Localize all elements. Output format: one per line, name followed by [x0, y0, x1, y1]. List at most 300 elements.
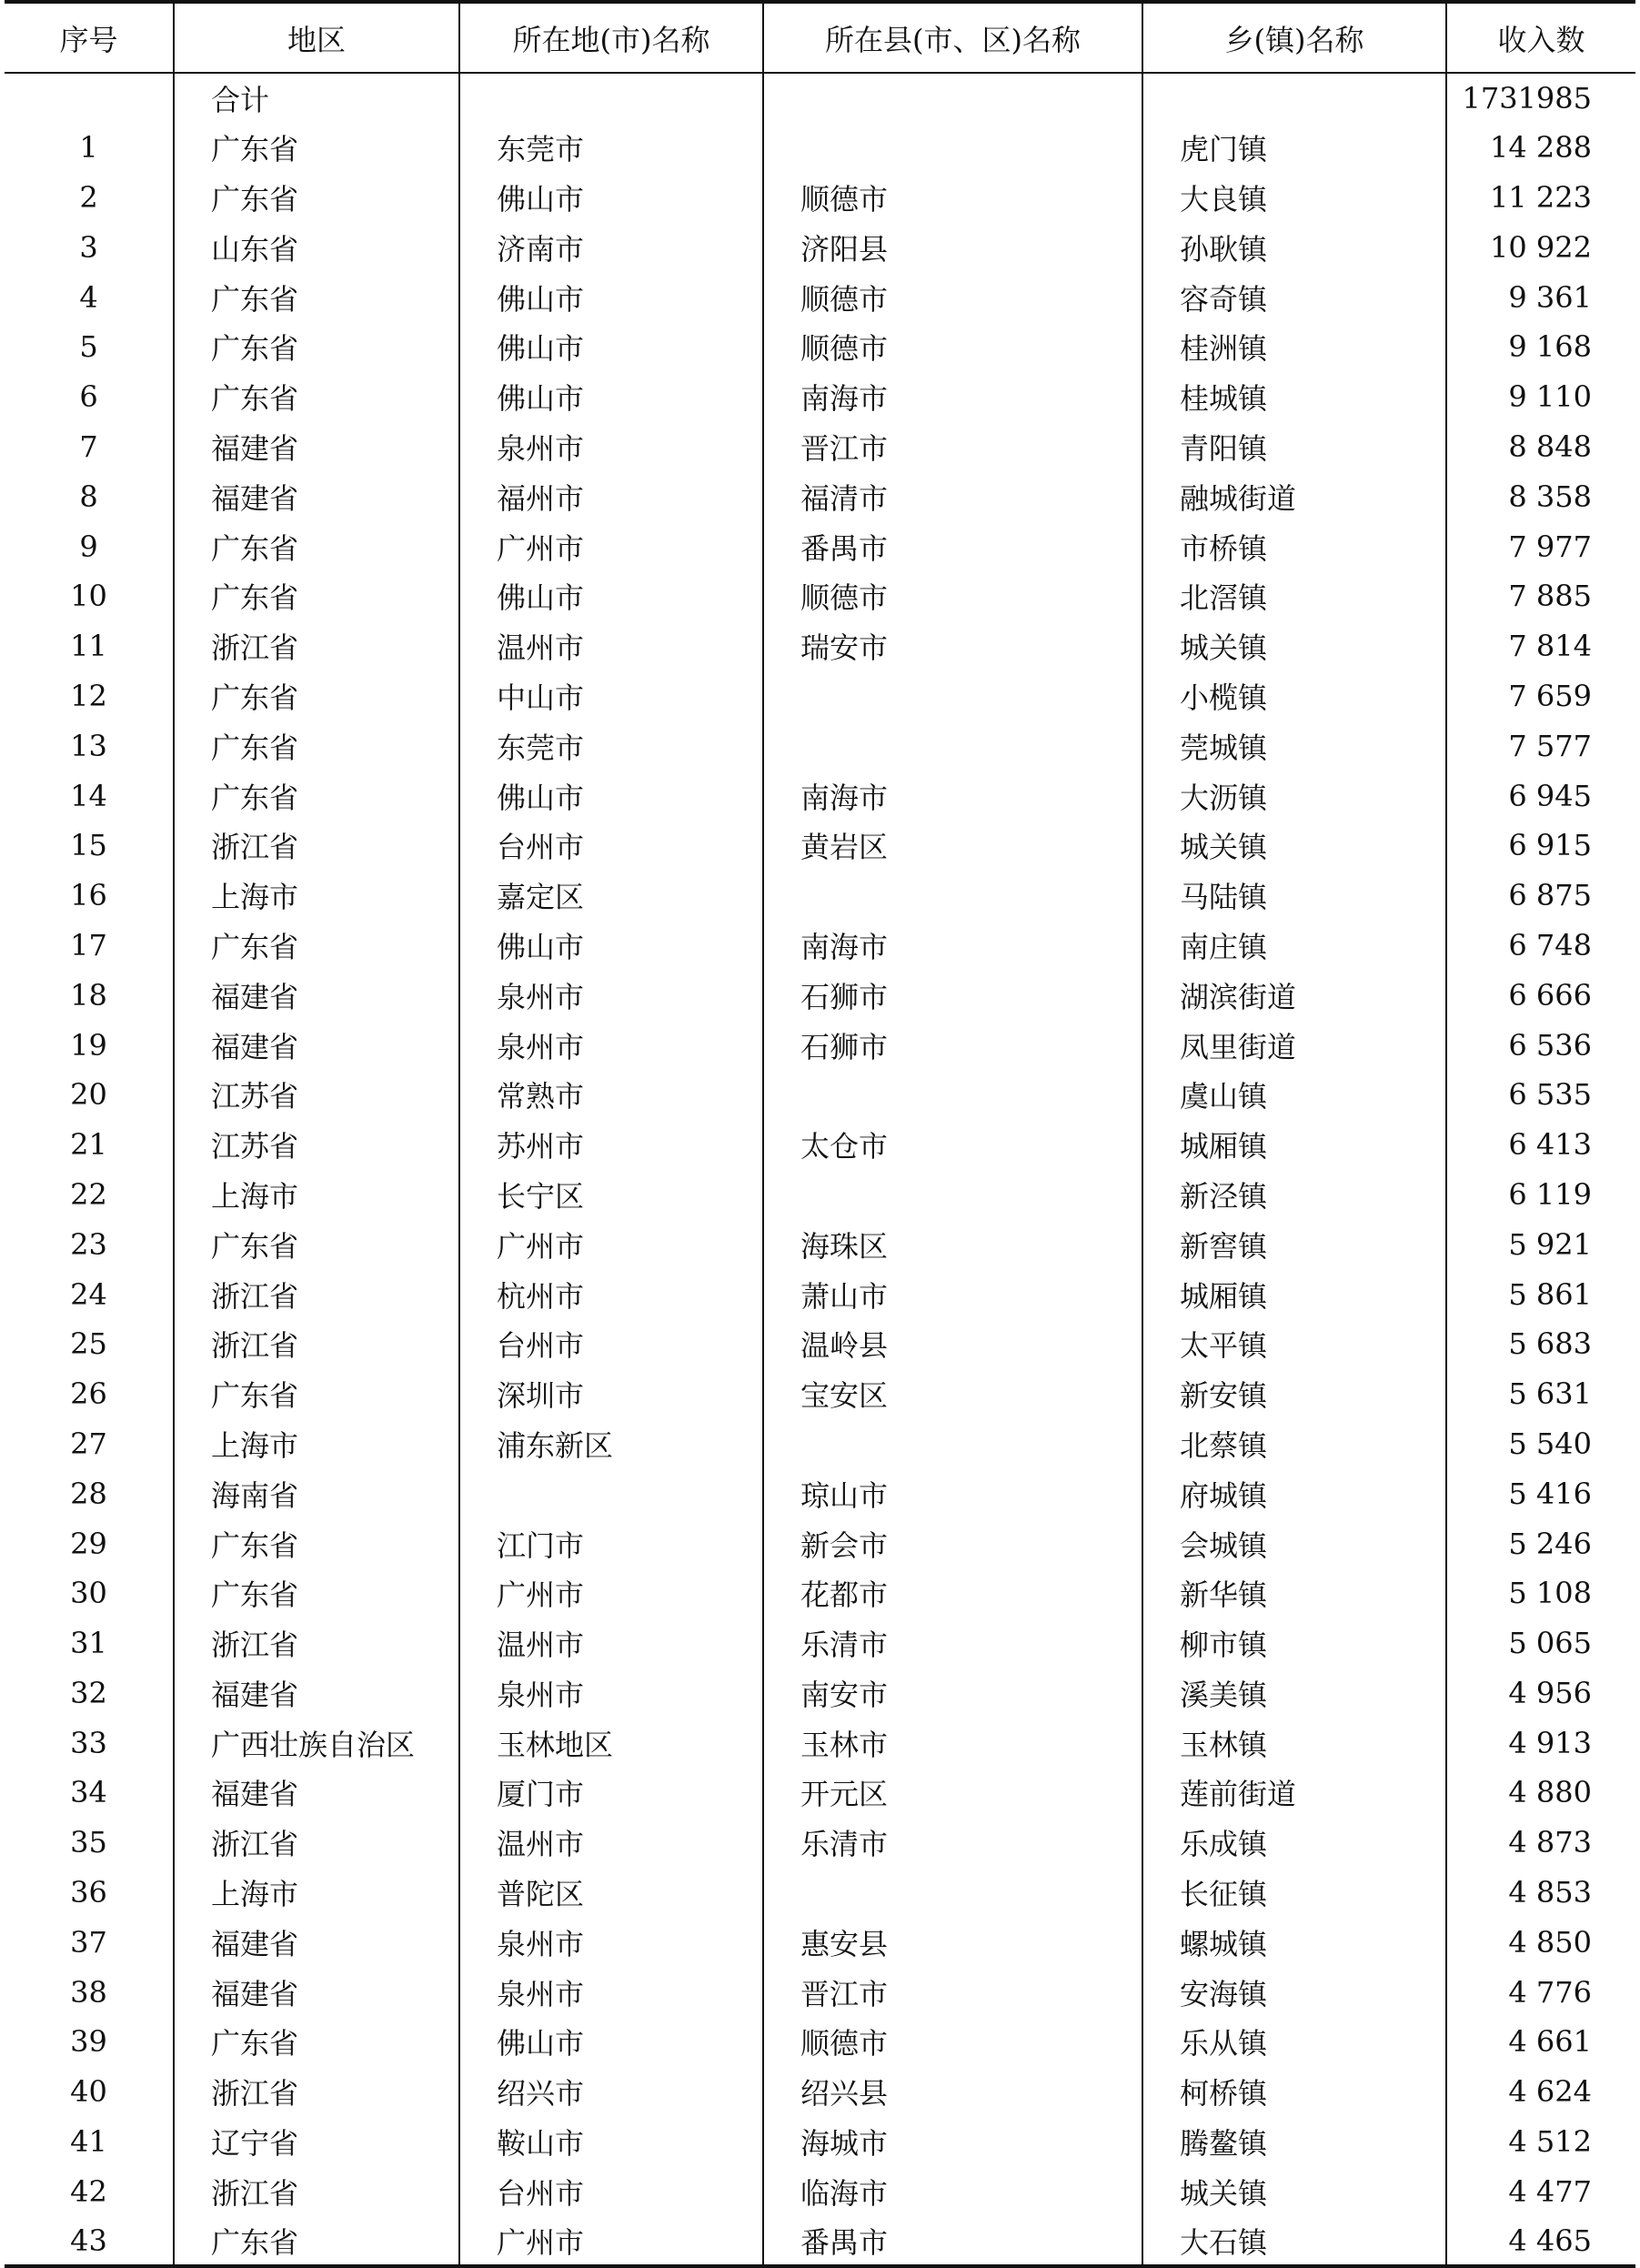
township-cell: 乐成镇 — [1142, 1818, 1446, 1868]
table-row — [5, 1020, 1635, 1070]
table-row — [5, 1618, 1635, 1668]
county-cell: 顺德市 — [763, 2017, 1142, 2067]
income-cell: 4 477 — [1446, 2166, 1635, 2216]
income-cell: 9 168 — [1446, 322, 1635, 372]
county-cell: 番禺市 — [763, 521, 1142, 571]
serial-number-cell: 42 — [70, 2173, 107, 2209]
region-cell: 合计 — [174, 73, 459, 123]
income-cell: 6 666 — [1446, 970, 1635, 1020]
table-row — [5, 1967, 1635, 2017]
township-cell: 城厢镇 — [1142, 1120, 1446, 1170]
serial-number-cell: 15 — [70, 828, 107, 863]
county-cell: 晋江市 — [763, 422, 1142, 472]
total-row — [5, 73, 1635, 123]
county-cell: 顺德市 — [763, 272, 1142, 322]
region-cell: 广东省 — [174, 921, 459, 971]
city-cell: 浦东新区 — [459, 1419, 763, 1469]
income-cell: 8 358 — [1446, 471, 1635, 521]
county-cell: 南安市 — [763, 1668, 1142, 1719]
serial-number-cell: 3 — [79, 229, 98, 265]
serial-number-cell: 24 — [70, 1276, 107, 1312]
county-cell: 新会市 — [763, 1518, 1142, 1568]
table-row — [5, 1568, 1635, 1618]
township-cell: 青阳镇 — [1142, 422, 1446, 472]
region-cell: 浙江省 — [174, 1319, 459, 1369]
serial-number-cell: 9 — [79, 529, 98, 564]
income-cell: 4 913 — [1446, 1718, 1635, 1768]
income-cell: 6 535 — [1446, 1070, 1635, 1120]
city-cell: 广州市 — [459, 521, 763, 571]
region-cell: 广西壮族自治区 — [174, 1718, 459, 1768]
header-township-name: 乡(镇)名称 — [1142, 2, 1446, 73]
serial-number-cell: 1 — [79, 130, 98, 166]
county-cell: 玉林市 — [763, 1718, 1142, 1768]
table-row — [5, 970, 1635, 1020]
region-cell: 广东省 — [174, 2216, 459, 2266]
income-cell: 5 246 — [1446, 1518, 1635, 1568]
township-cell: 府城镇 — [1142, 1468, 1446, 1518]
township-cell: 桂洲镇 — [1142, 322, 1446, 372]
city-cell: 深圳市 — [459, 1369, 763, 1419]
income-cell: 1731985 — [1446, 73, 1635, 123]
region-cell: 福建省 — [174, 1768, 459, 1818]
region-cell: 浙江省 — [174, 1818, 459, 1868]
county-cell: 瑞安市 — [763, 621, 1142, 671]
serial-number-cell: 10 — [70, 579, 107, 614]
income-cell: 10 922 — [1446, 222, 1635, 272]
income-cell: 5 540 — [1446, 1419, 1635, 1469]
township-cell: 虎门镇 — [1142, 123, 1446, 173]
table-row — [5, 2067, 1635, 2117]
serial-number-cell: 13 — [70, 728, 107, 763]
township-cell: 孙耿镇 — [1142, 222, 1446, 272]
region-cell: 广东省 — [174, 372, 459, 422]
region-cell: 广东省 — [174, 272, 459, 322]
city-cell: 泉州市 — [459, 1917, 763, 1967]
serial-number-cell: 21 — [70, 1127, 107, 1163]
serial-number-cell: 4 — [79, 279, 98, 315]
income-cell: 4 624 — [1446, 2067, 1635, 2117]
header-city-name: 所在地(市)名称 — [459, 2, 763, 73]
county-cell: 南海市 — [763, 771, 1142, 821]
income-cell: 5 683 — [1446, 1319, 1635, 1369]
county-cell: 海珠区 — [763, 1219, 1142, 1269]
county-cell: 萧山市 — [763, 1269, 1142, 1319]
serial-number-cell: 6 — [79, 379, 98, 415]
city-cell: 广州市 — [459, 2216, 763, 2266]
table-row — [5, 821, 1635, 871]
income-cell: 4 465 — [1446, 2216, 1635, 2266]
income-cell: 7 814 — [1446, 621, 1635, 671]
city-cell — [459, 73, 763, 123]
serial-number-cell: 20 — [70, 1077, 107, 1113]
table-row — [5, 2166, 1635, 2216]
city-cell: 嘉定区 — [459, 871, 763, 921]
region-cell: 浙江省 — [174, 821, 459, 871]
serial-number-cell: 23 — [70, 1226, 107, 1262]
township-cell: 长征镇 — [1142, 1868, 1446, 1918]
township-cell: 南庄镇 — [1142, 921, 1446, 971]
header-county-name: 所在县(市、区)名称 — [763, 2, 1142, 73]
township-cell: 玉林镇 — [1142, 1718, 1446, 1768]
income-cell: 5 861 — [1446, 1269, 1635, 1319]
income-cell: 6 536 — [1446, 1020, 1635, 1070]
township-cell: 莞城镇 — [1142, 721, 1446, 771]
city-cell: 江门市 — [459, 1518, 763, 1568]
county-cell: 石狮市 — [763, 970, 1142, 1020]
table-row — [5, 222, 1635, 272]
city-cell: 福州市 — [459, 471, 763, 521]
region-cell: 浙江省 — [174, 621, 459, 671]
income-cell: 7 885 — [1446, 571, 1635, 621]
region-cell: 广东省 — [174, 123, 459, 173]
income-cell: 14 288 — [1446, 123, 1635, 173]
city-cell: 泉州市 — [459, 1020, 763, 1070]
city-cell: 佛山市 — [459, 272, 763, 322]
table-row — [5, 721, 1635, 771]
serial-number-cell: 12 — [70, 678, 107, 713]
header-income: 收入数 — [1446, 2, 1635, 73]
income-cell: 4 776 — [1446, 1967, 1635, 2017]
township-cell: 城关镇 — [1142, 621, 1446, 671]
township-cell: 柳市镇 — [1142, 1618, 1446, 1668]
region-cell: 山东省 — [174, 222, 459, 272]
township-cell: 城关镇 — [1142, 821, 1446, 871]
income-cell: 4 956 — [1446, 1668, 1635, 1719]
township-cell: 融城街道 — [1142, 471, 1446, 521]
serial-number-cell: 11 — [70, 629, 107, 664]
township-cell: 马陆镇 — [1142, 871, 1446, 921]
county-cell: 黄岩区 — [763, 821, 1142, 871]
income-cell: 4 850 — [1446, 1917, 1635, 1967]
township-cell: 会城镇 — [1142, 1518, 1446, 1568]
city-cell: 长宁区 — [459, 1170, 763, 1220]
city-cell: 中山市 — [459, 671, 763, 721]
table-row — [5, 1718, 1635, 1768]
table-row — [5, 1468, 1635, 1518]
region-cell: 广东省 — [174, 1518, 459, 1568]
region-cell: 上海市 — [174, 1868, 459, 1918]
income-cell: 5 065 — [1446, 1618, 1635, 1668]
region-cell: 广东省 — [174, 521, 459, 571]
income-cell: 5 416 — [1446, 1468, 1635, 1518]
county-cell: 石狮市 — [763, 1020, 1142, 1070]
region-cell: 福建省 — [174, 1020, 459, 1070]
serial-number-cell: 27 — [70, 1426, 107, 1461]
serial-number-cell: 22 — [70, 1176, 107, 1212]
township-cell: 虞山镇 — [1142, 1070, 1446, 1120]
table-row — [5, 1269, 1635, 1319]
county-cell — [763, 123, 1142, 173]
serial-number-cell: 16 — [70, 878, 107, 913]
table-row — [5, 571, 1635, 621]
township-cell: 新华镇 — [1142, 1568, 1446, 1618]
region-cell: 广东省 — [174, 173, 459, 223]
income-cell: 6 875 — [1446, 871, 1635, 921]
county-cell: 晋江市 — [763, 1967, 1142, 2017]
table-row — [5, 771, 1635, 821]
county-cell — [763, 871, 1142, 921]
serial-number-cell: 19 — [70, 1027, 107, 1063]
table-row — [5, 1219, 1635, 1269]
region-cell: 浙江省 — [174, 2166, 459, 2216]
serial-number-cell: 8 — [79, 479, 98, 514]
income-cell: 11 223 — [1446, 173, 1635, 223]
region-cell: 广东省 — [174, 771, 459, 821]
county-cell: 惠安县 — [763, 1917, 1142, 1967]
serial-number-cell: 40 — [70, 2074, 107, 2110]
income-cell: 4 853 — [1446, 1868, 1635, 1918]
county-cell: 乐清市 — [763, 1618, 1142, 1668]
serial-number-cell: 29 — [70, 1526, 107, 1561]
township-cell: 乐从镇 — [1142, 2017, 1446, 2067]
region-cell: 浙江省 — [174, 1618, 459, 1668]
income-cell: 4 512 — [1446, 2117, 1635, 2167]
county-cell: 开元区 — [763, 1768, 1142, 1818]
region-cell: 上海市 — [174, 1170, 459, 1220]
city-cell: 厦门市 — [459, 1768, 763, 1818]
city-cell: 泉州市 — [459, 970, 763, 1020]
township-cell: 大沥镇 — [1142, 771, 1446, 821]
table-row — [5, 2117, 1635, 2167]
county-cell: 太仓市 — [763, 1120, 1142, 1170]
serial-number-cell: 43 — [5, 2216, 174, 2266]
township-cell — [1142, 73, 1446, 123]
income-cell: 8 848 — [1446, 422, 1635, 472]
county-cell — [763, 721, 1142, 771]
township-cell: 莲前街道 — [1142, 1768, 1446, 1818]
table-row — [5, 1120, 1635, 1170]
table-row — [5, 1369, 1635, 1419]
table-row — [5, 871, 1635, 921]
table-header — [5, 2, 1635, 73]
city-cell — [459, 1468, 763, 1518]
township-cell: 北滘镇 — [1142, 571, 1446, 621]
region-cell: 福建省 — [174, 471, 459, 521]
region-cell: 浙江省 — [174, 2067, 459, 2117]
township-cell: 大良镇 — [1142, 173, 1446, 223]
serial-number-cell: 34 — [70, 1775, 107, 1810]
city-cell: 佛山市 — [459, 372, 763, 422]
county-cell — [763, 1070, 1142, 1120]
city-cell: 广州市 — [459, 1219, 763, 1269]
city-cell: 常熟市 — [459, 1070, 763, 1120]
region-cell: 福建省 — [174, 422, 459, 472]
county-cell: 宝安区 — [763, 1369, 1142, 1419]
income-cell: 6 945 — [1446, 771, 1635, 821]
income-cell: 9 110 — [1446, 372, 1635, 422]
city-cell: 苏州市 — [459, 1120, 763, 1170]
income-cell: 7 577 — [1446, 721, 1635, 771]
region-cell: 上海市 — [174, 871, 459, 921]
city-cell: 泉州市 — [459, 1967, 763, 2017]
serial-number-cell: 32 — [70, 1675, 107, 1710]
city-cell: 台州市 — [459, 1319, 763, 1369]
table-row — [5, 471, 1635, 521]
income-cell: 6 119 — [1446, 1170, 1635, 1220]
table-row — [5, 1768, 1635, 1818]
region-cell: 广东省 — [174, 1568, 459, 1618]
township-cell: 螺城镇 — [1142, 1917, 1446, 1967]
region-cell: 福建省 — [174, 1668, 459, 1719]
township-income-table — [5, 0, 1635, 2268]
county-cell: 南海市 — [763, 921, 1142, 971]
table-row — [5, 1917, 1635, 1967]
serial-number-cell: 2 — [79, 179, 98, 215]
city-cell: 温州市 — [459, 621, 763, 671]
region-cell: 福建省 — [174, 1967, 459, 2017]
region-cell: 福建省 — [174, 970, 459, 1020]
city-cell: 温州市 — [459, 1818, 763, 1868]
table-row — [5, 123, 1635, 173]
table-row — [5, 521, 1635, 571]
header-region: 地区 — [174, 2, 459, 73]
table-row — [5, 1170, 1635, 1220]
city-cell: 温州市 — [459, 1618, 763, 1668]
city-cell: 泉州市 — [459, 1668, 763, 1719]
table-row — [5, 2017, 1635, 2067]
township-cell: 新泾镇 — [1142, 1170, 1446, 1220]
serial-number-cell: 26 — [70, 1376, 107, 1412]
serial-number-cell: 37 — [70, 1924, 107, 1960]
income-cell: 6 413 — [1446, 1120, 1635, 1170]
serial-number-cell: 25 — [70, 1326, 107, 1362]
county-cell — [763, 1170, 1142, 1220]
city-cell: 玉林地区 — [459, 1718, 763, 1768]
income-cell: 7 977 — [1446, 521, 1635, 571]
table-row — [5, 1668, 1635, 1719]
township-cell: 太平镇 — [1142, 1319, 1446, 1369]
city-cell: 佛山市 — [459, 2017, 763, 2067]
county-cell: 顺德市 — [763, 571, 1142, 621]
region-cell: 江苏省 — [174, 1120, 459, 1170]
county-cell: 琼山市 — [763, 1468, 1142, 1518]
region-cell: 浙江省 — [174, 1269, 459, 1319]
township-cell: 大石镇 — [1142, 2216, 1446, 2266]
region-cell: 广东省 — [174, 1369, 459, 1419]
income-table-container — [5, 0, 1635, 2268]
income-cell: 7 659 — [1446, 671, 1635, 721]
serial-number-cell: 30 — [70, 1576, 107, 1611]
county-cell — [763, 73, 1142, 123]
county-cell: 番禺市 — [763, 2216, 1142, 2266]
county-cell: 温岭县 — [763, 1319, 1142, 1369]
county-cell — [763, 1419, 1142, 1469]
region-cell: 海南省 — [174, 1468, 459, 1518]
table-row — [5, 322, 1635, 372]
region-cell: 上海市 — [174, 1419, 459, 1469]
income-cell: 9 361 — [1446, 272, 1635, 322]
header-serial-number: 序号 — [5, 2, 174, 73]
income-cell: 4 661 — [1446, 2017, 1635, 2067]
city-cell: 东莞市 — [459, 721, 763, 771]
table-row — [5, 1419, 1635, 1469]
county-cell: 南海市 — [763, 372, 1142, 422]
township-cell: 安海镇 — [1142, 1967, 1446, 2017]
city-cell: 绍兴市 — [459, 2067, 763, 2117]
serial-number-cell: 36 — [70, 1875, 107, 1910]
county-cell: 福清市 — [763, 471, 1142, 521]
table-row — [5, 272, 1635, 322]
county-cell: 顺德市 — [763, 173, 1142, 223]
city-cell: 佛山市 — [459, 771, 763, 821]
city-cell: 广州市 — [459, 1568, 763, 1618]
serial-number-cell: 39 — [70, 2024, 107, 2060]
table-row — [5, 1518, 1635, 1568]
income-cell: 4 880 — [1446, 1768, 1635, 1818]
region-cell: 江苏省 — [174, 1070, 459, 1120]
table-row — [5, 173, 1635, 223]
township-cell: 湖滨街道 — [1142, 970, 1446, 1020]
city-cell: 东莞市 — [459, 123, 763, 173]
city-cell: 台州市 — [459, 2166, 763, 2216]
region-cell: 广东省 — [174, 671, 459, 721]
region-cell: 福建省 — [174, 1917, 459, 1967]
serial-number-cell: 38 — [70, 1974, 107, 2010]
serial-number-cell: 35 — [70, 1825, 107, 1860]
city-cell: 普陀区 — [459, 1868, 763, 1918]
township-cell: 容奇镇 — [1142, 272, 1446, 322]
region-cell: 广东省 — [174, 571, 459, 621]
serial-number-cell: 28 — [70, 1476, 107, 1511]
city-cell: 佛山市 — [459, 921, 763, 971]
county-cell: 临海市 — [763, 2166, 1142, 2216]
serial-number-cell: 31 — [70, 1626, 107, 1661]
serial-number-cell: 5 — [79, 329, 98, 365]
county-cell: 乐清市 — [763, 1818, 1142, 1868]
county-cell: 花都市 — [763, 1568, 1142, 1618]
region-cell: 广东省 — [174, 322, 459, 372]
table-row — [5, 1319, 1635, 1369]
county-cell: 绍兴县 — [763, 2067, 1142, 2117]
header-row — [5, 2, 1635, 73]
county-cell: 济阳县 — [763, 222, 1142, 272]
city-cell: 杭州市 — [459, 1269, 763, 1319]
township-cell: 小榄镇 — [1142, 671, 1446, 721]
region-cell: 广东省 — [174, 1219, 459, 1269]
township-cell: 腾鳌镇 — [1142, 2117, 1446, 2167]
serial-number-cell: 33 — [70, 1725, 107, 1760]
township-cell: 城厢镇 — [1142, 1269, 1446, 1319]
township-cell: 桂城镇 — [1142, 372, 1446, 422]
table-row — [5, 671, 1635, 721]
township-cell: 新安镇 — [1142, 1369, 1446, 1419]
city-cell: 泉州市 — [459, 422, 763, 472]
county-cell — [763, 671, 1142, 721]
table-row — [5, 621, 1635, 671]
serial-number-cell: 14 — [70, 778, 107, 813]
county-cell: 海城市 — [763, 2117, 1142, 2167]
table-row — [5, 1818, 1635, 1868]
income-cell: 5 631 — [1446, 1369, 1635, 1419]
table-row — [5, 1070, 1635, 1120]
region-cell: 辽宁省 — [174, 2117, 459, 2167]
income-cell: 4 873 — [1446, 1818, 1635, 1868]
region-cell: 广东省 — [174, 721, 459, 771]
table-row — [5, 1868, 1635, 1918]
table-row — [5, 422, 1635, 472]
township-cell: 溪美镇 — [1142, 1668, 1446, 1719]
table-row — [5, 2216, 1635, 2266]
income-cell: 6 748 — [1446, 921, 1635, 971]
income-cell: 5 921 — [1446, 1219, 1635, 1269]
serial-number-cell: 18 — [70, 977, 107, 1013]
township-cell: 北蔡镇 — [1142, 1419, 1446, 1469]
city-cell: 佛山市 — [459, 173, 763, 223]
township-cell: 凤里街道 — [1142, 1020, 1446, 1070]
city-cell: 台州市 — [459, 821, 763, 871]
county-cell — [763, 1868, 1142, 1918]
